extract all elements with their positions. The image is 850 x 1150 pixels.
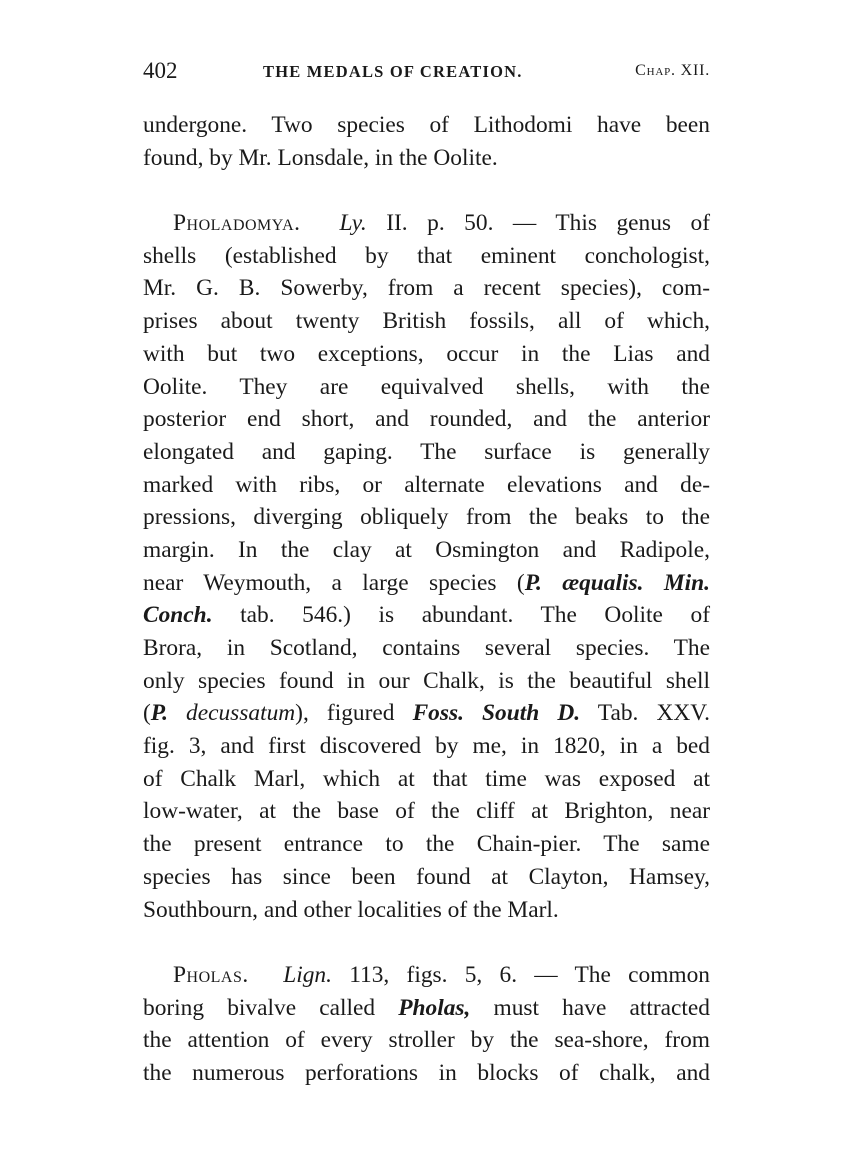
text-line: only species found in our Chalk, is the beautiful shell [143,667,710,694]
text-line: species has since been found at Clayton, Hamsey, [143,863,710,890]
text-line: boring bivalve called Pholas, must have attracted [143,994,710,1021]
text-line: shells (established by that eminent conchologist, [143,242,710,269]
running-head [143,58,710,92]
text-line: low-water, at the base of the cliff at Brighton, near [143,798,710,825]
entry-heading: Pholadomya. [173,210,301,237]
text-line: Pholas. Lign. 113, figs. 5, 6. — The common [173,961,710,988]
chapter-label: Chap. XII. [635,62,710,79]
text-line: posterior end short, and rounded, and the anterior [143,406,710,433]
reference-abbrev: Ly. [339,210,367,237]
text-line: Conch. tab. 546.) is abundant. The Oolite of [143,602,710,629]
text-line: fig. 3, and first discovered by me, in 1820, in a bed [143,733,710,760]
text-line: Pholadomya. Ly. II. p. 50. — This genus of [173,210,711,237]
text-line: near Weymouth, a large species (P. æqualis. Min. [143,569,710,596]
text-line: the present entrance to the Chain-pier. The same [143,831,710,858]
running-title: THE MEDALS OF CREATION. [263,62,523,81]
genus-name: Pholas, [398,994,471,1021]
reference-abbrev: Foss. South D. [412,700,581,727]
paragraph-gap [143,926,710,959]
text-line: Brora, in Scotland, contains several species. The [143,635,710,661]
text-line: Oolite. They are equivalved shells, with the [143,373,710,400]
entry-heading: Pholas. [173,961,249,988]
page-number: 402 [143,58,178,83]
species-genus: P. [150,700,168,727]
text-line: of Chalk Marl, which at that time was exposed at [143,765,710,792]
text-line: found, by Mr. Lonsdale, in the Oolite. [143,144,498,171]
text-line: Mr. G. B. Sowerby, from a recent species), com- [143,275,710,302]
text-line: the attention of every stroller by the sea-shore, from [143,1027,710,1054]
text-line: Southbourn, and other localities of the Marl. [143,896,559,923]
text-line: marked with ribs, or alternate elevations and de- [143,471,710,498]
reference-abbrev: Lign. [283,961,332,988]
text-line: elongated and gaping. The surface is generally [143,438,710,465]
text-line: pressions, diverging obliquely from the beaks to the [143,504,710,531]
text-line: (P. decussatum), figured Foss. South D. Tab. XXV. [143,700,710,727]
paragraph-gap [143,174,710,207]
species-name: decussatum [167,700,296,727]
text-line: prises about twenty British fossils, all of which, [143,308,710,335]
species-name: P. æqualis. Min. [524,569,710,596]
text-line: margin. In the clay at Osmington and Radipole, [143,536,710,563]
body-text [143,109,710,1090]
text-line: undergone. Two species of Lithodomi have been [143,112,710,138]
text-line: the numerous perforations in blocks of chalk, and [143,1059,710,1086]
reference-abbrev: Conch. [143,602,213,629]
text-line: with but two exceptions, occur in the Lias and [143,340,710,367]
